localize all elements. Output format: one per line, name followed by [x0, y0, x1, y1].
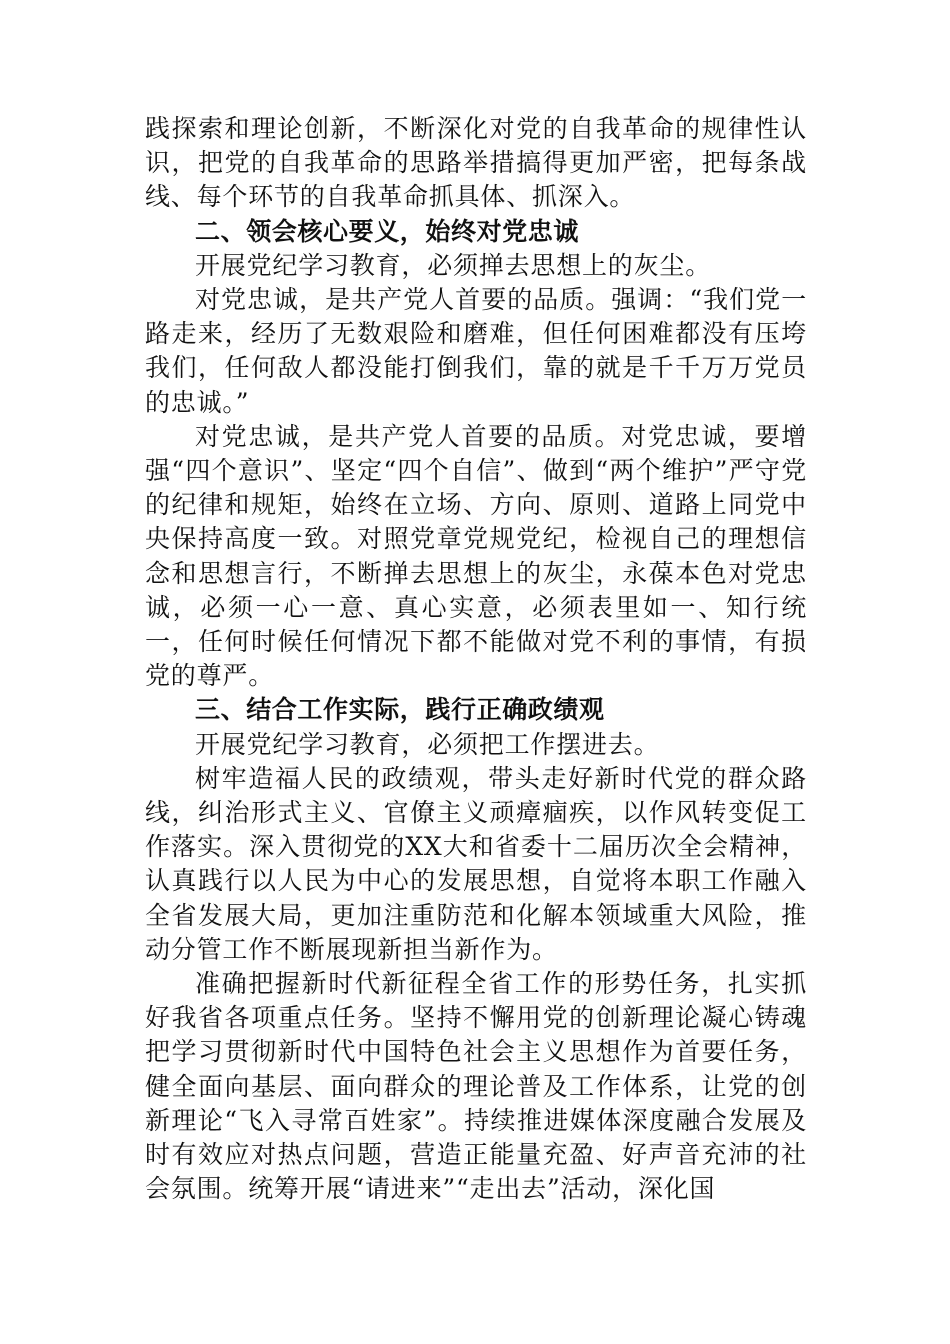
body-paragraph: 准确把握新时代新征程全省工作的形势任务，扎实抓好我省各项重点任务。坚持不懈用党的创新理论凝心铸魂把学习贯彻新时代中国特色社会主义思想作为首要任务，健全面向基层、面向群众的理论普及工作体系，让党的创新理论“飞入寻常百姓家”。持续推进媒体深度融合发展及时有效应对热点问题，营造正能量充盈、好声音充沛的社会氛围。统筹开展“请进来”“走出去”活动，深化国	[145, 969, 807, 1204]
section-heading: 三、结合工作实际，践行正确政绩观	[195, 695, 605, 725]
body-paragraph: 开展党纪学习教育，必须掸去思想上的灰尘。	[195, 250, 712, 280]
section-heading: 二、领会核心要义，始终对党忠诚	[195, 216, 580, 246]
body-paragraph: 树牢造福人民的政绩观，带头走好新时代党的群众路线，纠治形式主义、官僚主义顽瘴痼疾，以作风转变促工作落实。深入贯彻党的XX大和省委十二届历次全会精神，认真践行以人民为中心的发展思想，自觉将本职工作融入全省发展大局，更加注重防范和化解本领域重大风险，推动分管工作不断展现新担当新作为。	[145, 763, 807, 964]
body-paragraph: 开展党纪学习教育，必须把工作摆进去。	[195, 729, 660, 759]
document-page	[145, 112, 807, 1207]
body-paragraph: 对党忠诚，是共产党人首要的品质。强调：“我们党一路走来，经历了无数艰险和磨难，但任何困难都没有压垮我们，任何敌人都没能打倒我们，靠的就是千千万万党员的忠诚。”	[145, 285, 807, 417]
body-paragraph: 践探索和理论创新，不断深化对党的自我革命的规律性认识，把党的自我革命的思路举措搞得更加严密，把每条战线、每个环节的自我革命抓具体、抓深入。	[145, 114, 807, 212]
body-paragraph: 对党忠诚，是共产党人首要的品质。对党忠诚，要增强“四个意识”、坚定“四个自信”、做到“两个维护”严守党的纪律和规矩，始终在立场、方向、原则、道路上同党中央保持高度一致。对照党章党规党纪，检视自己的理想信念和思想言行，不断掸去思想上的灰尘，永葆本色对党忠诚，必须一心一意、真心实意，必须表里如一、知行统一，任何时候任何情况下都不能做对党不利的事情，有损党的尊严。	[145, 421, 807, 691]
